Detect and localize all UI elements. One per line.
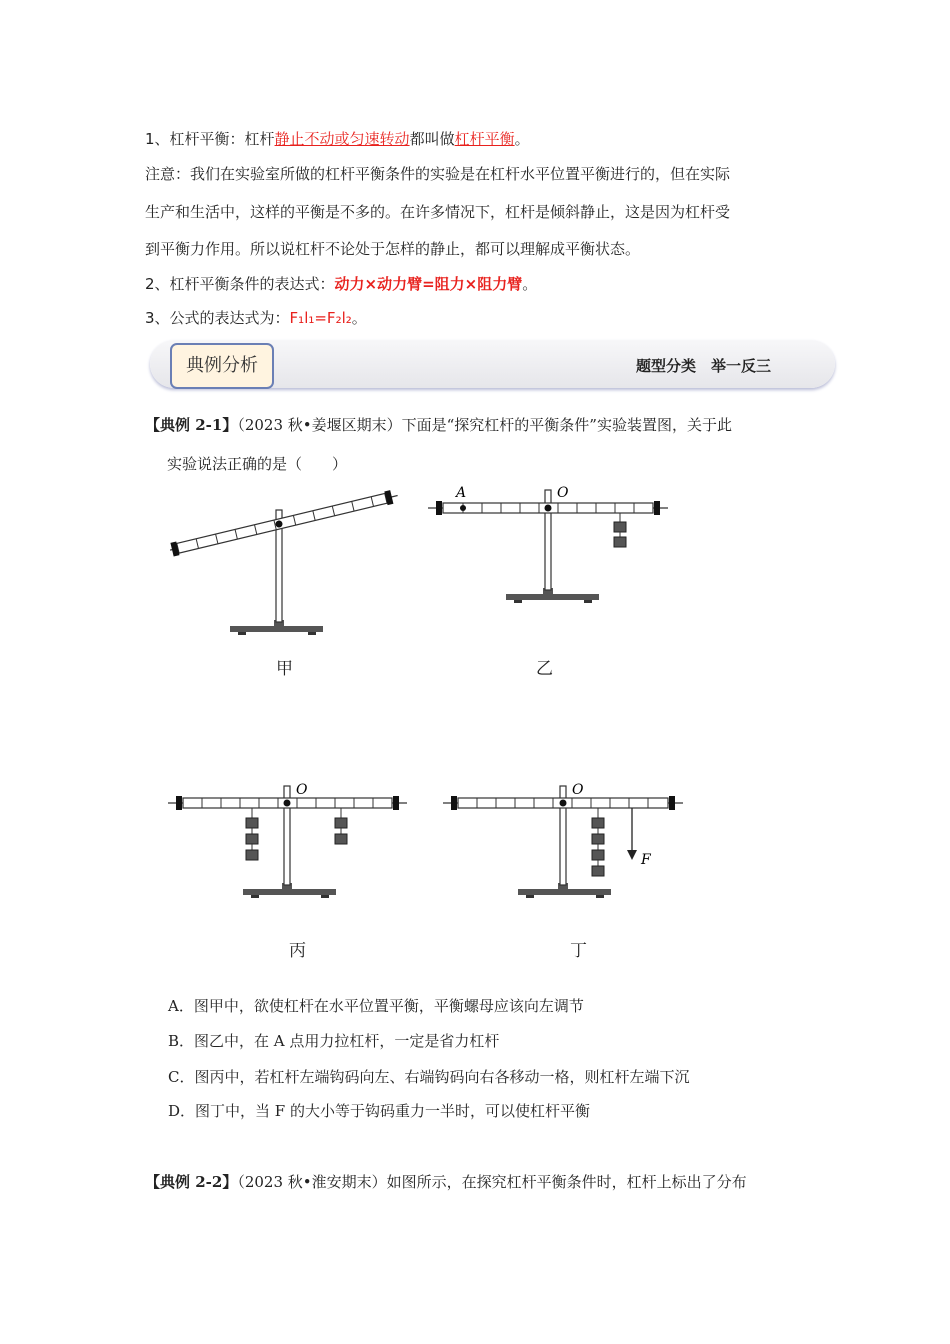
ding-label-f: F — [641, 852, 651, 868]
section-banner-subtitle: 题型分类 举一反三 — [636, 357, 772, 375]
example-1-tag: 【典例 2-1】 — [145, 416, 238, 434]
note-attention-2: 生产和生活中，这样的平衡是不多的。在许多情况下，杠杆是倾斜静止，这是因为杠杆受 — [145, 203, 731, 221]
ding-weight — [592, 866, 604, 876]
note-1-prefix: 1、杠杆平衡：杠杆 — [145, 130, 275, 148]
note-3-formula: F₁l₁=F₂l₂ — [289, 309, 352, 327]
note-1-mid: 都叫做 — [409, 130, 455, 148]
caption-bing: 丙 — [289, 941, 306, 961]
note-attention-3: 到平衡力作用。所以说杠杆不论处于怎样的静止，都可以理解成平衡状态。 — [145, 240, 641, 258]
example-2-title — [145, 1171, 747, 1192]
caption-yi: 乙 — [536, 659, 553, 679]
ding-weight — [592, 834, 604, 844]
caption-jia: 甲 — [276, 659, 293, 679]
ding-weight — [592, 850, 604, 860]
bing-label-o: O — [296, 782, 308, 798]
note-1-highlight-1: 静止不动或匀速转动 — [274, 130, 410, 148]
example-1-source: （2023 秋•姜堰区期末）下面是“探究杠杆的平衡条件”实验装置图，关于此 — [237, 416, 732, 434]
ding-label-o: O — [572, 782, 584, 798]
example-2-source: （2023 秋•淮安期末）如图所示，在探究杠杆平衡条件时，杠杆上标出了分布 — [237, 1173, 747, 1191]
example-2-tag: 【典例 2-2】 — [145, 1173, 238, 1191]
note-attention-1: 注意：我们在实验室所做的杠杆平衡条件的实验是在杠杆水平位置平衡进行的，但在实际 — [145, 165, 731, 183]
note-1-highlight-2: 杠杆平衡 — [454, 130, 515, 148]
example-1-continuation: 实验说法正确的是（ ） — [167, 455, 348, 473]
option-c[interactable]: C．图丙中，若杠杆左端钩码向左、右端钩码向右各移动一格，则杠杆左端下沉 — [168, 1068, 690, 1086]
section-badge: 典例分析 — [170, 343, 274, 389]
note-3-prefix: 3、公式的表达式为： — [145, 309, 290, 327]
note-2-formula: 动力×动力臂=阻力×阻力臂 — [334, 275, 523, 293]
option-d[interactable]: D．图丁中，当 F 的大小等于钩码重力一半时，可以使杠杆平衡 — [168, 1102, 590, 1120]
yi-label-a: A — [456, 485, 467, 501]
yi-label-o: O — [557, 485, 569, 501]
note-2-prefix: 2、杠杆平衡条件的表达式： — [145, 275, 335, 293]
note-3-end: 。 — [351, 309, 367, 327]
ding-weight — [592, 818, 604, 828]
note-1-end: 。 — [514, 130, 530, 148]
caption-ding: 丁 — [570, 941, 587, 961]
note-2-end: 。 — [522, 275, 538, 293]
option-b[interactable]: B．图乙中，在 A 点用力拉杠杆，一定是省力杠杆 — [168, 1032, 500, 1050]
option-a[interactable]: A．图甲中，欲使杠杆在水平位置平衡，平衡螺母应该向左调节 — [168, 997, 584, 1015]
